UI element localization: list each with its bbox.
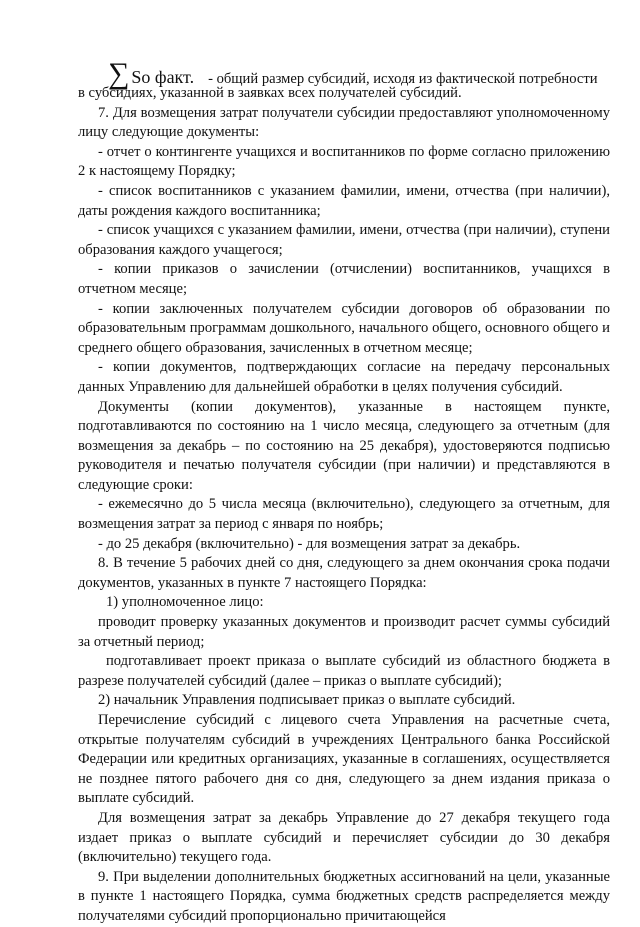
paragraph-documents: Документы (копии документов), указанные в настоящем пункте, подготавливаются по состоянию на 1 число месяца, следующего за отчетным (для возмещения за декабрь – по состоянию на 25 декабря), удостоверяются подписью руководителя и печатью получателя субсидии (при наличии) и представляются в следующие сроки:: [78, 398, 610, 493]
paragraph-continuation: в субсидиях, указанной в заявках всех получателей субсидий.: [78, 85, 462, 101]
list-item-pupils: - список воспитанников с указанием фамилии, имени, отчества (при наличии), даты рождения каждого воспитанника;: [78, 182, 610, 219]
sigma-symbol: ∑: [108, 57, 130, 90]
paragraph-item-7: 7. Для возмещения затрат получатели субсидии предоставляют уполномоченному лицу следующие документы:: [78, 104, 610, 141]
list-item-december-deadline: - до 25 декабря (включительно) - для возмещения затрат за декабрь.: [98, 535, 521, 552]
subitem-head-signs: 2) начальник Управления подписывает приказ о выплате субсидий.: [98, 692, 516, 709]
subitem-authorized-person: 1) уполномоченное лицо:: [106, 594, 264, 611]
list-item-consent: - копии документов, подтверждающих согласие на передачу персональных данных Управлению для дальнейшей обработки в целях получения субсидий.: [78, 359, 610, 395]
formula-variable: So факт.: [131, 67, 195, 87]
list-item-report: - отчет о контингенте учащихся и воспитанников по форме согласно приложению 2 к настоящему Порядку;: [78, 143, 610, 180]
paragraph-transfer: Перечисление субсидий с лицевого счета Управления на расчетные счета, открытые получателям субсидий в учреждениях Центрального банка Российской Федерации или кредитных организациях, указанные в соглашениях, осуществляется не позднее пятого рабочего дня со дня, следующего за днем издания приказа о выплате субсидий.: [78, 712, 610, 807]
document-page: [78, 57, 610, 927]
list-item-contracts: - копии заключенных получателем субсидии договоров об образовании по образовательным программам дошкольного, начального общего, основного общего и среднего общего образования, зачисленных в отчетном месяце;: [78, 300, 610, 356]
formula-description: - общий размер субсидий, исходя из фактической потребности: [208, 71, 598, 87]
list-item-students: - список учащихся с указанием фамилии, имени, отчества (при наличии), ступени образования каждого учащегося;: [78, 222, 610, 258]
subitem-draft-order: подготавливает проект приказа о выплате субсидий из областного бюджета в разрезе получателей субсидий (далее – приказ о выплате субсидий);: [78, 653, 610, 689]
list-item-monthly-deadline: - ежемесячно до 5 числа месяца (включительно), следующего за отчетным, для возмещения затрат за период с января по ноябрь;: [78, 496, 610, 533]
paragraph-item-8: 8. В течение 5 рабочих дней со дня, следующего за днем окончания срока подачи документов, указанных в пункте 7 настоящего Порядка:: [78, 555, 610, 591]
subitem-verification: проводит проверку указанных документов и производит расчет суммы субсидий за отчетный период;: [78, 614, 610, 650]
paragraph-december: Для возмещения затрат за декабрь Управление до 27 декабря текущего года издает приказ о выплате субсидий и перечисляет субсидии до 30 декабря (включительно) текущего года.: [78, 809, 610, 866]
list-item-orders: - копии приказов о зачислении (отчислении) воспитанников, учащихся в отчетном месяце;: [78, 261, 610, 297]
paragraph-item-9: 9. При выделении дополнительных бюджетных ассигнований на цели, указанные в пункте 1 настоящего Порядка, сумма бюджетных средств распределяется между получателями субсидий пропорционально причитающейся: [78, 868, 610, 924]
